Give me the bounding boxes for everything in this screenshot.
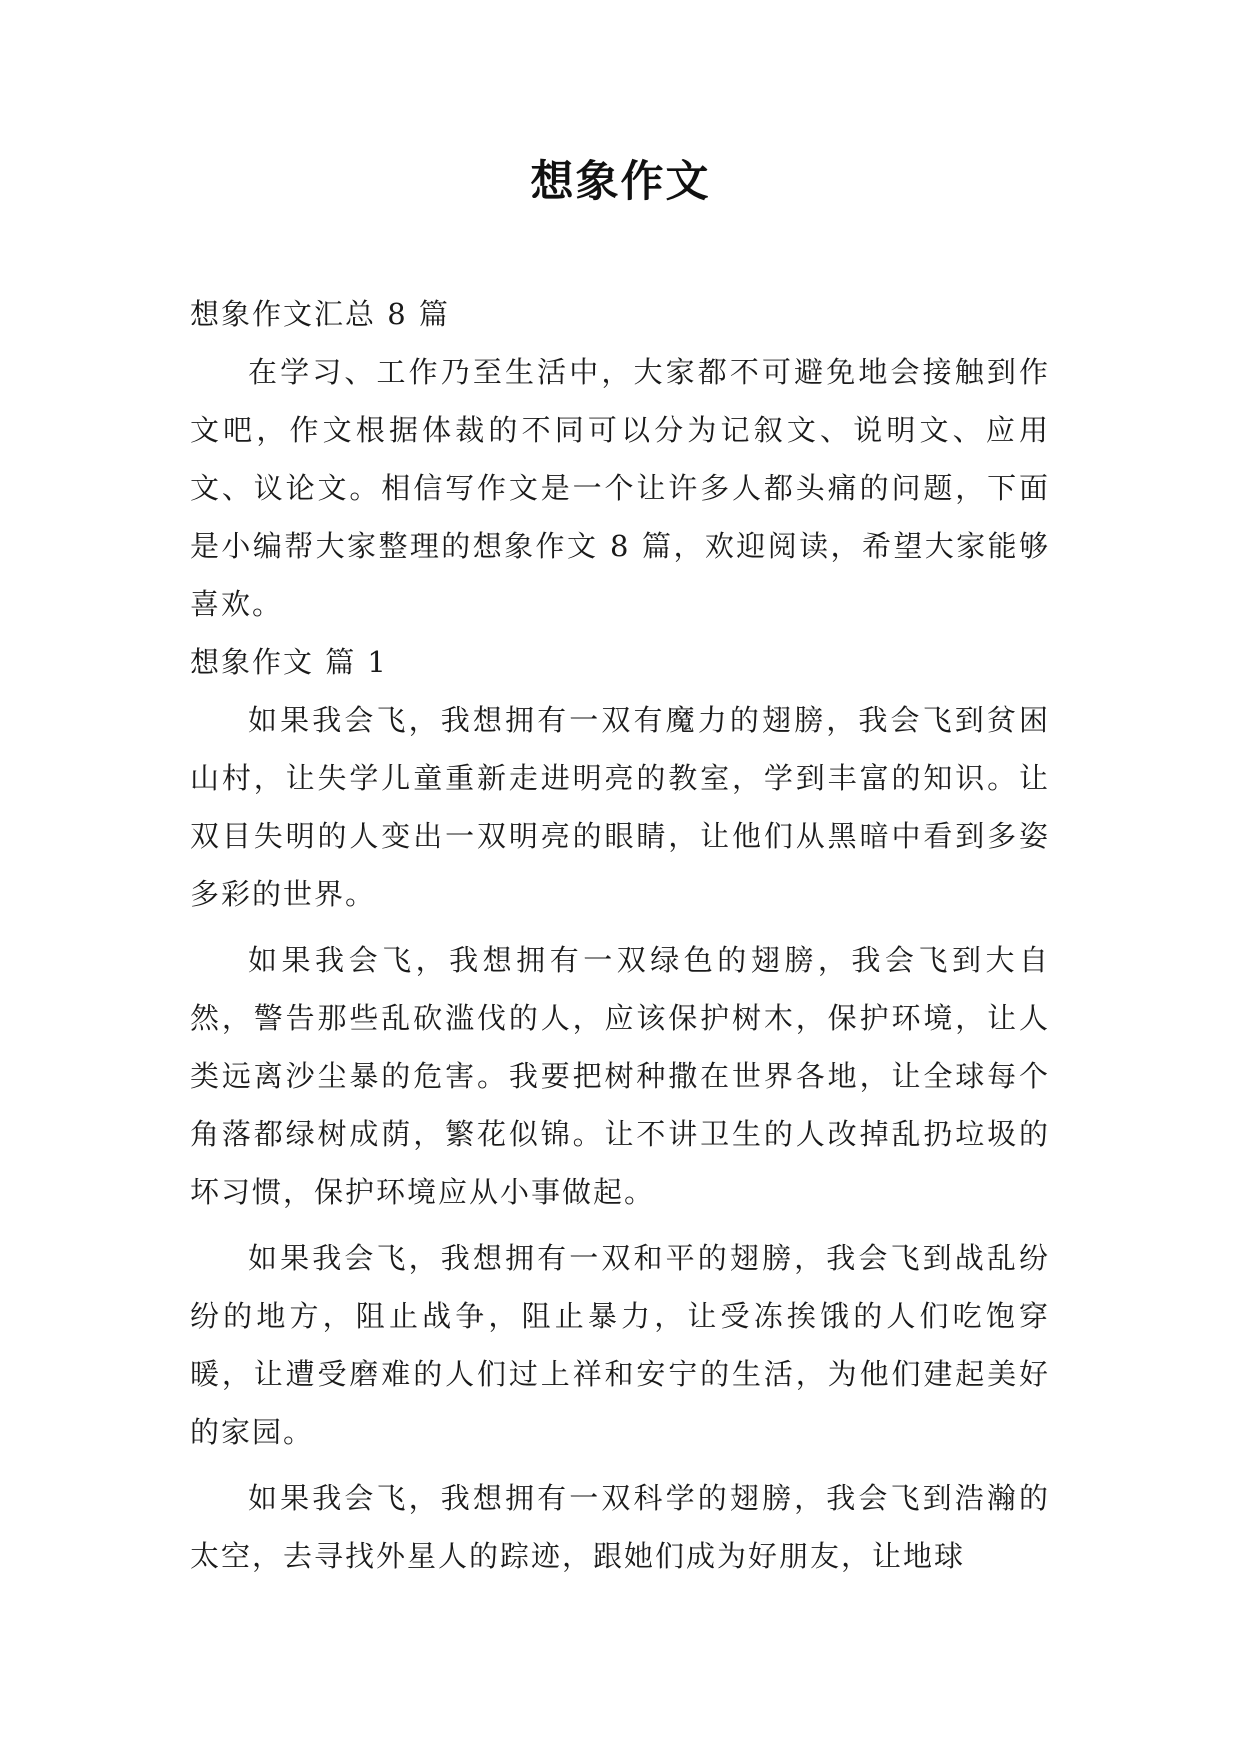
page-title: 想象作文 [530,157,711,207]
document-body [190,285,1050,1585]
collection-subtitle: 想象作文汇总 8 篇 [190,297,450,331]
body-paragraph: 如果我会飞，我想拥有一双科学的翅膀，我会飞到浩瀚的太空，去寻找外星人的踪迹，跟她们成为好朋友，让地球 [190,1481,1050,1573]
body-paragraph: 如果我会飞，我想拥有一双和平的翅膀，我会飞到战乱纷纷的地方，阻止战争，阻止暴力，让受冻挨饿的人们吃饱穿暖，让遭受磨难的人们过上祥和安宁的生活，为他们建起美好的家园。 [190,1241,1050,1449]
intro-paragraph: 在学习、工作乃至生活中，大家都不可避免地会接触到作文吧，作文根据体裁的不同可以分为记叙文、说明文、应用文、议论文。相信写作文是一个让许多人都头痛的问题，下面是小编帮大家整理的想象作文 8 篇，欢迎阅读，希望大家能够喜欢。 [190,355,1050,621]
body-paragraph: 如果我会飞，我想拥有一双有魔力的翅膀，我会飞到贫困山村，让失学儿童重新走进明亮的教室，学到丰富的知识。让双目失明的人变出一双明亮的眼睛，让他们从黑暗中看到多姿多彩的世界。 [190,703,1050,911]
section-heading: 想象作文 篇 1 [190,645,388,679]
body-paragraph: 如果我会飞，我想拥有一双绿色的翅膀，我会飞到大自然，警告那些乱砍滥伐的人，应该保护树木，保护环境，让人类远离沙尘暴的危害。我要把树种撒在世界各地，让全球每个角落都绿树成荫，繁花似锦。让不讲卫生的人改掉乱扔垃圾的坏习惯，保护环境应从小事做起。 [190,943,1050,1209]
